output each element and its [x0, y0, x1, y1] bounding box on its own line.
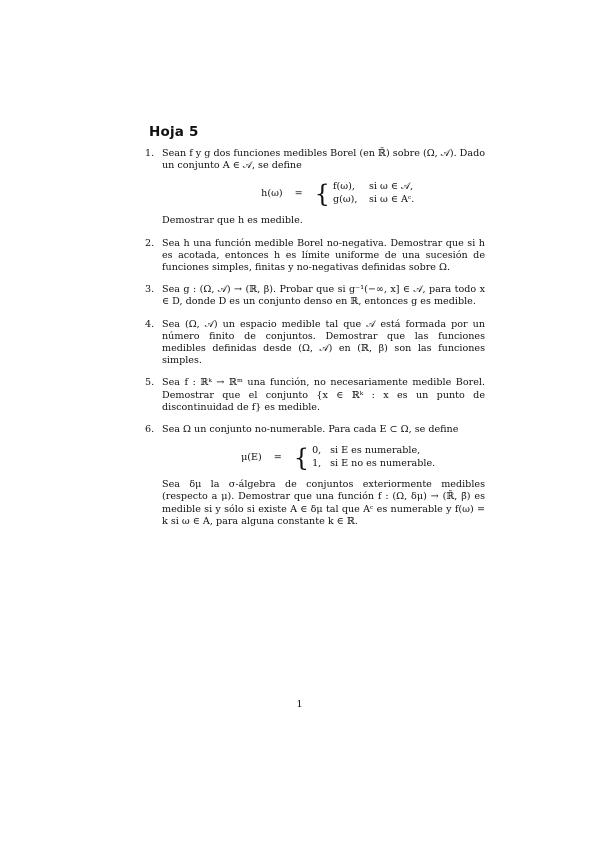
problem-number: 5. — [145, 377, 155, 389]
problem-4 — [145, 319, 485, 368]
case-expr: 0, — [312, 445, 322, 457]
left-brace: { — [314, 179, 330, 208]
equation-cases — [333, 181, 414, 206]
sheet-title: Hoja 5 — [149, 124, 199, 140]
problem-conclusion: Demostrar que h es medible. — [162, 215, 303, 227]
problem-number: 4. — [145, 318, 155, 330]
problem-1 — [145, 148, 485, 228]
problem-body — [162, 148, 485, 228]
problem-body — [162, 238, 485, 275]
problem-body — [162, 284, 485, 308]
equation-cases — [312, 445, 435, 470]
problem-number: 3. — [145, 284, 155, 296]
piecewise-equation — [162, 445, 485, 470]
page-number: 1 — [296, 699, 303, 710]
problem-number: 1. — [145, 148, 155, 159]
case-row — [333, 194, 414, 207]
case-row — [333, 181, 414, 194]
case-row — [312, 458, 435, 471]
case-cond: si ω ∈ 𝒜, — [368, 181, 414, 193]
equation-lhs: h(ω) — [261, 187, 283, 199]
equation-sign: = — [294, 187, 303, 199]
problem-text: Sea f : ℝᵏ → ℝᵐ una función, no necesariamente medible Borel. Demostrar que el conjunto {x ∈ ℝᵏ : x es un punto de discontinuidad de f} es medible. — [162, 377, 485, 413]
problem-body — [162, 424, 485, 528]
case-expr: 1, — [312, 457, 322, 469]
problem-body — [162, 319, 485, 368]
problem-body — [162, 377, 485, 414]
problem-number: 6. — [145, 424, 155, 436]
problem-intro: Sean f y g dos funciones medibles Borel (en ℝ̄) sobre (Ω, 𝒜). Dado un conjunto A ∈ 𝒜, se define — [162, 148, 485, 172]
case-cond: si E es numerable, — [330, 445, 421, 457]
case-row — [312, 445, 435, 458]
piecewise-equation — [162, 181, 485, 206]
case-expr: f(ω), — [332, 181, 355, 193]
problem-number: 2. — [145, 237, 155, 249]
problem-text: Sea (Ω, 𝒜) un espacio medible tal que 𝒜 está formada por un número finito de conjuntos. Demostrar que las funciones medibles definidas desde (Ω, 𝒜) en (ℝ, β) son las funciones simples. — [162, 318, 485, 367]
left-brace: { — [293, 443, 310, 472]
case-expr: g(ω), — [332, 193, 358, 205]
problem-6 — [145, 424, 485, 528]
problem-intro: Sea Ω un conjunto no-numerable. Para cada E ⊂ Ω, se define — [162, 424, 459, 436]
problem-2 — [145, 238, 485, 275]
case-cond: si E no es numerable. — [330, 457, 436, 469]
problem-3 — [145, 284, 485, 308]
case-cond: si ω ∈ Aᶜ. — [368, 193, 415, 205]
problem-conclusion: Sea δμ la σ-álgebra de conjuntos exteriormente medibles (respecto a μ). Demostrar que una función f : (Ω, δμ) → (ℝ̄, β̄) es medible si y sólo si existe A ∈ δμ tal que Aᶜ es numerable y f(ω) = k si ω ∈ A, para alguna constante k ∈ ℝ. — [162, 479, 485, 527]
equation-sign: = — [273, 451, 282, 463]
problem-text: Sea g : (Ω, 𝒜) → (ℝ, β). Probar que si g⁻¹(−∞, x] ∈ 𝒜, para todo x ∈ D, donde D es un conjunto denso en ℝ, entonces g es medible. — [162, 284, 485, 308]
problem-5 — [145, 377, 485, 414]
equation-lhs: μ(E) — [241, 451, 262, 463]
problem-list — [145, 148, 485, 538]
problem-text: Sea h una función medible Borel no-negativa. Demostrar que si h es acotada, entonces h es límite uniforme de una sucesión de funciones simples, finitas y no-negativas definidas sobre Ω. — [162, 237, 485, 274]
